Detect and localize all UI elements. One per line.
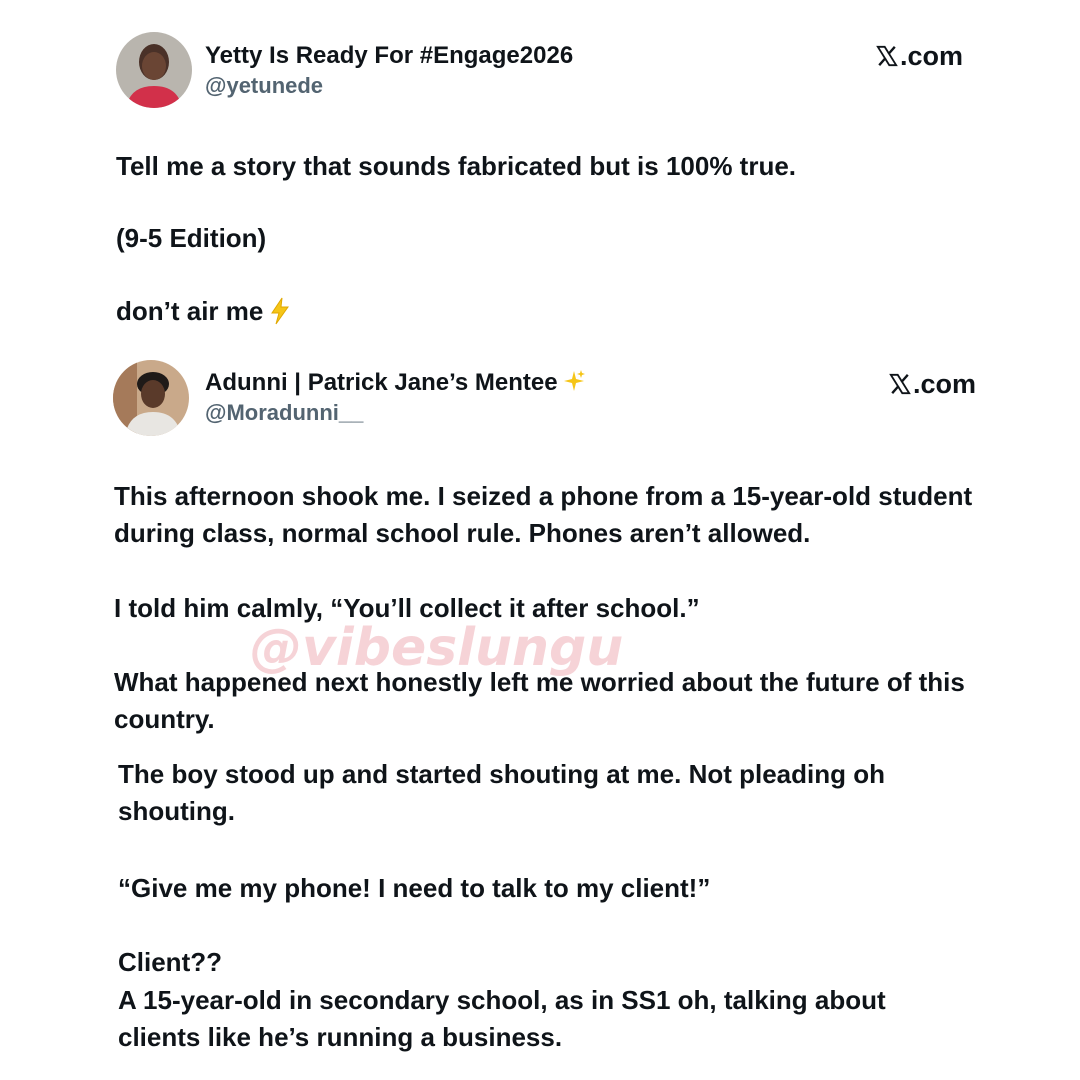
tweet-2 [0, 358, 1080, 438]
x-site-badge [876, 41, 963, 71]
tweet-2-text: The boy stood up and started shouting at me. Not pleading oh shouting. [118, 759, 885, 826]
tweet-1-text-line: don’t air me [116, 296, 264, 326]
x-logo-icon [876, 45, 898, 67]
tweet-1-header [0, 30, 1080, 110]
sparkles-icon [562, 369, 586, 393]
x-site-badge [889, 369, 976, 399]
tweet-2-text: A 15-year-old in secondary school, as in SS1 oh, talking about clients like he’s running a business. [118, 985, 886, 1052]
tweet-1-text: (9-5 Edition) [116, 223, 267, 253]
display-name-text: Adunni | Patrick Jane’s Mentee [205, 369, 558, 396]
site-label: .com [900, 41, 964, 71]
tweet-2-text: What happened next honestly left me worried about the future of this country. [114, 667, 965, 734]
tweet-2-text: “Give me my phone! I need to talk to my client!” [118, 873, 711, 903]
tweet-2-text: Client?? [118, 947, 222, 977]
display-name[interactable] [205, 369, 586, 397]
x-logo-icon [889, 373, 911, 395]
tweet-1-text [116, 293, 291, 330]
tweet-1 [0, 30, 1080, 110]
user-handle[interactable]: @Moradunni__ [205, 400, 364, 425]
lightning-bolt-icon [269, 297, 291, 325]
display-name[interactable]: Yetty Is Ready For #Engage2026 [205, 42, 574, 69]
watermark: @vibeslungu [250, 618, 624, 678]
tweet-2-text: This afternoon shook me. I seized a phone from a 15-year-old student during class, normal school rule. Phones aren’t allowed. [114, 481, 973, 548]
avatar[interactable] [113, 360, 189, 436]
tweet-1-text: Tell me a story that sounds fabricated but is 100% true. [116, 151, 797, 181]
avatar[interactable] [116, 32, 192, 108]
tweet-2-text: I told him calmly, “You’ll collect it after school.” [114, 593, 700, 623]
site-label: .com [913, 369, 977, 399]
user-handle[interactable]: @yetunede [205, 73, 324, 98]
tweet-2-header [0, 358, 1080, 438]
